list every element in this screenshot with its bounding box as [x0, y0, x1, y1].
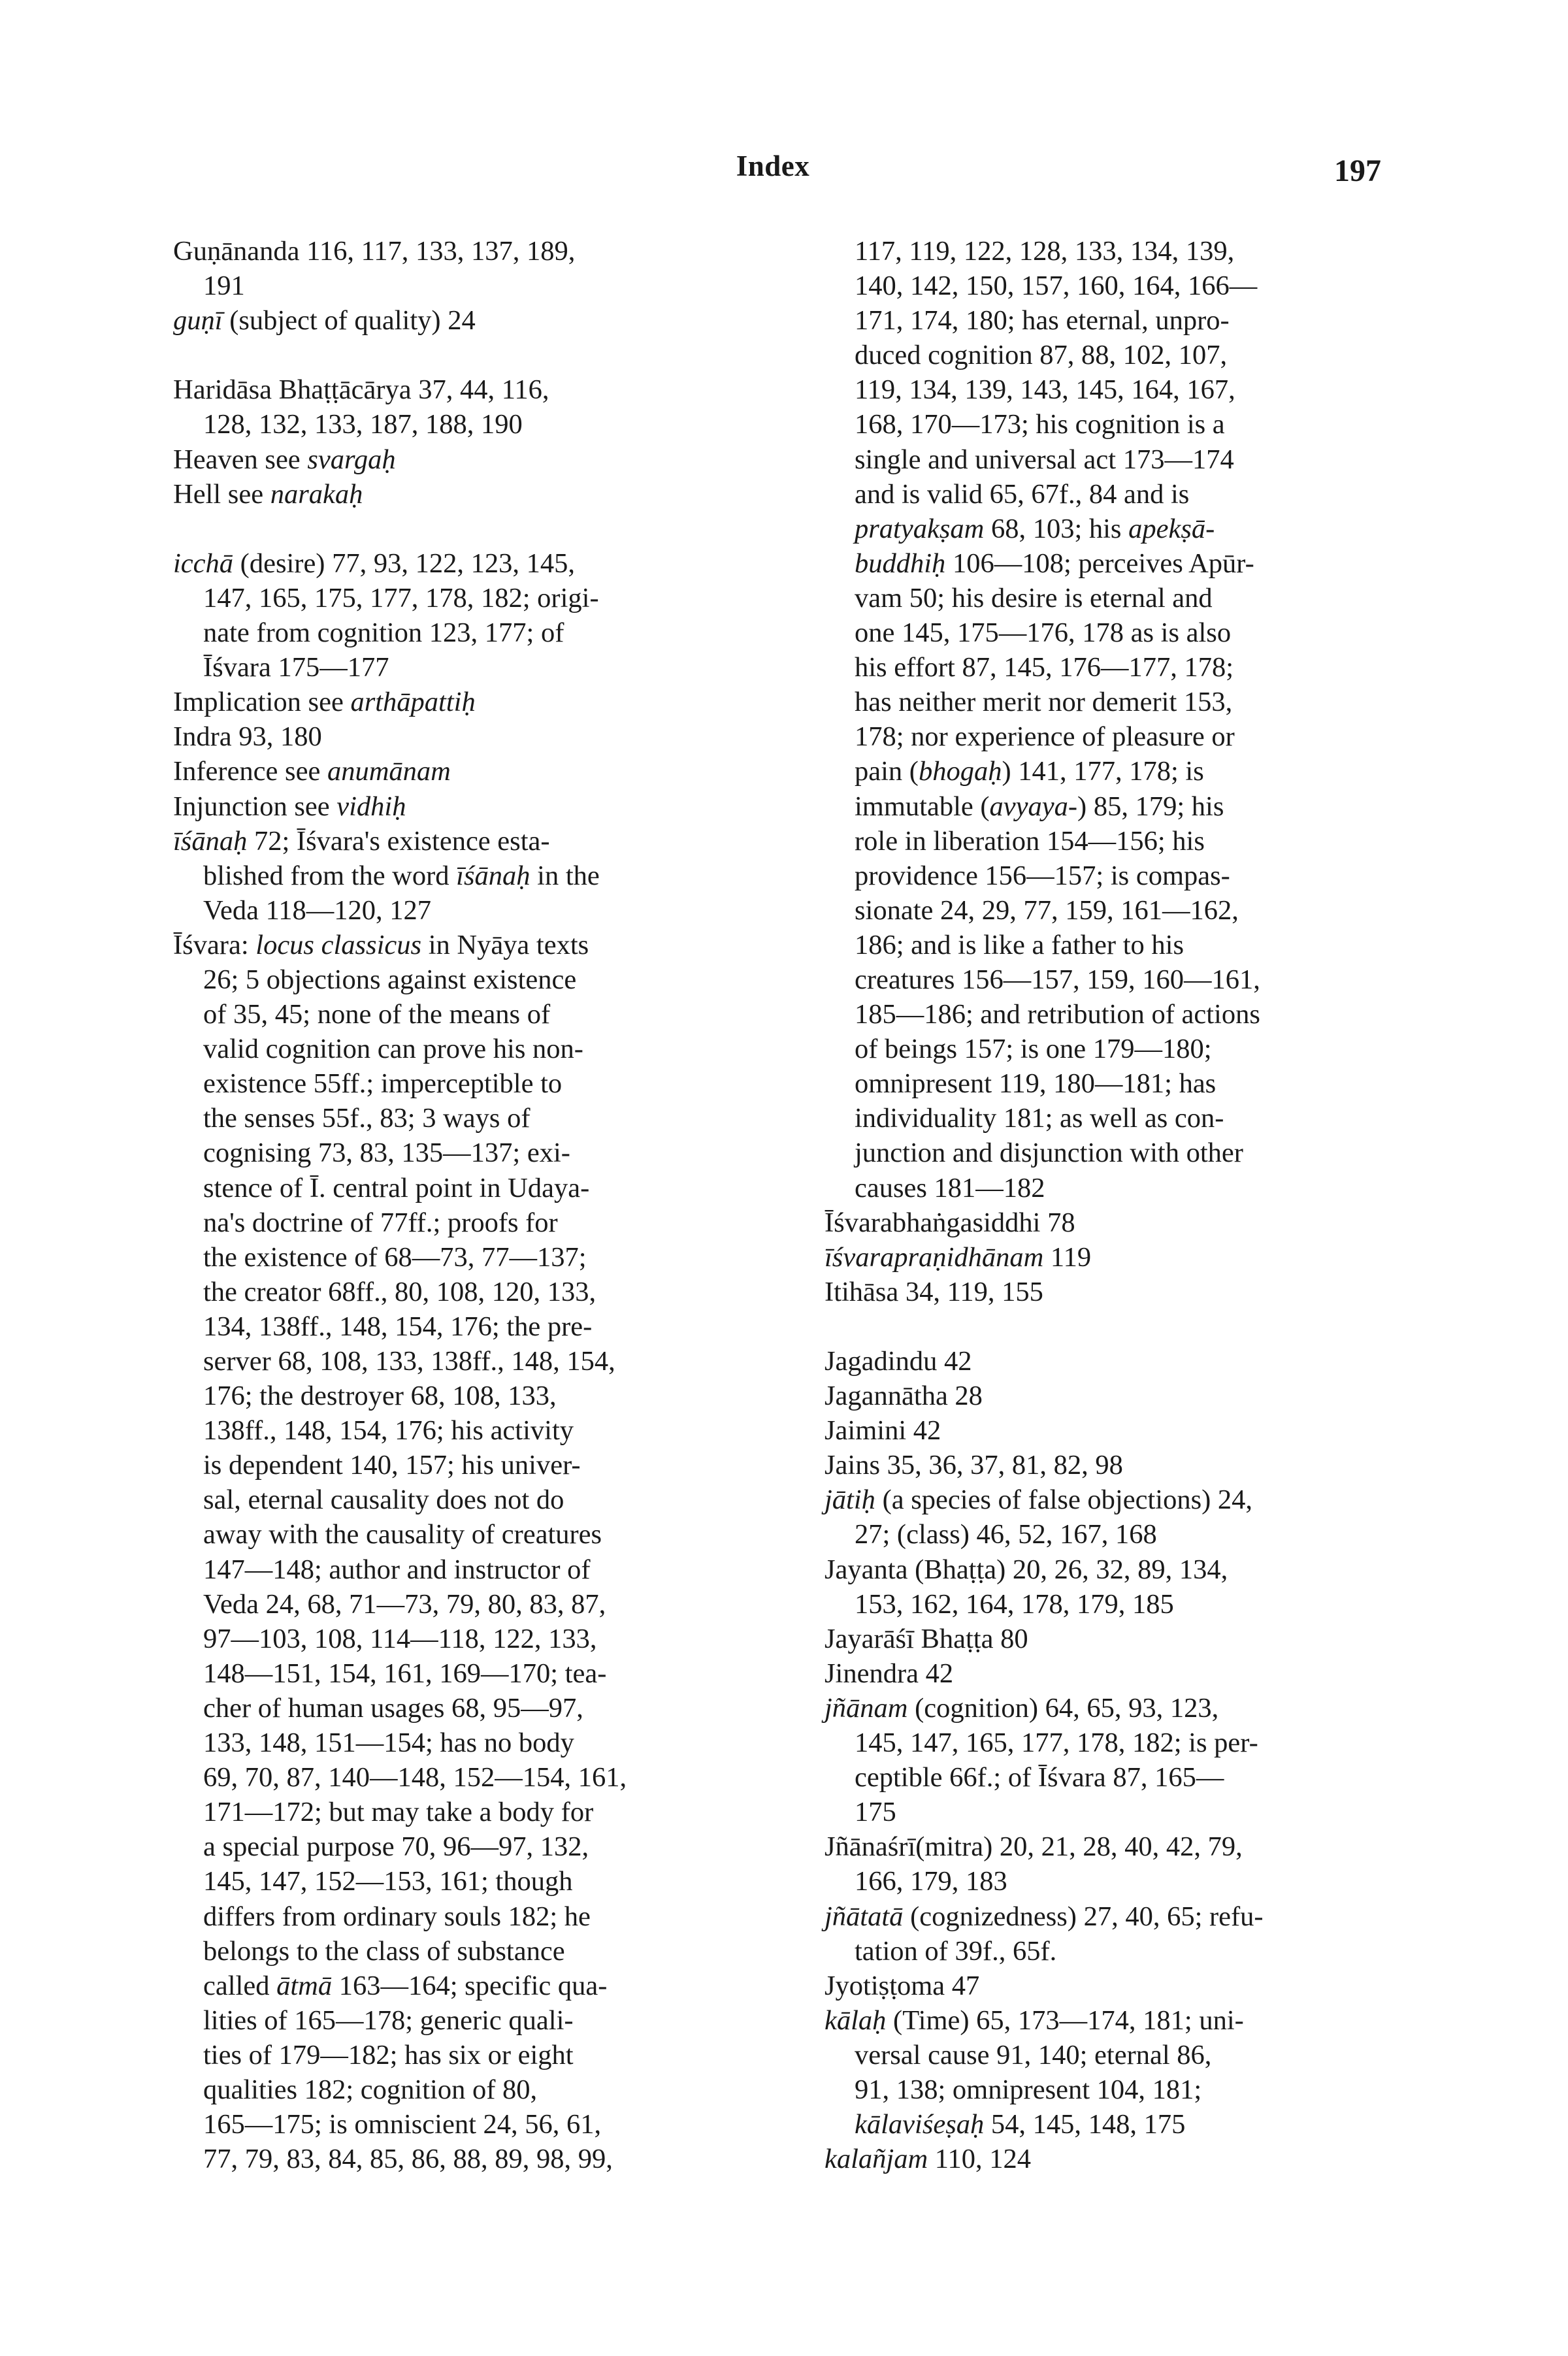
index-continuation-line: [173, 1899, 735, 1934]
entry-text: the existence of 68—73, 77—137;: [203, 1241, 587, 1273]
entry-text: Haridāsa Bhaṭṭācārya 37, 44, 116,: [173, 374, 549, 406]
index-entry-line: [825, 1622, 1386, 1656]
entry-text: of 35, 45; none of the means of: [203, 999, 551, 1030]
italic-term: bhogaḥ: [918, 756, 1002, 787]
index-continuation-line: [825, 581, 1386, 615]
entry-text: Īśvara 175—177: [203, 652, 389, 683]
index-continuation-line: [173, 581, 735, 615]
index-continuation-line: [173, 962, 735, 997]
index-continuation-line: [825, 338, 1386, 372]
italic-term: buddhiḥ: [855, 548, 946, 579]
italic-term: svargaḥ: [307, 444, 396, 475]
index-continuation-line: [825, 1934, 1386, 1969]
index-column-left: [173, 234, 735, 2176]
italic-term: guṇī: [173, 305, 223, 336]
entry-text: called: [203, 1970, 277, 2001]
entry-text: omnipresent 119, 180—181; has: [855, 1068, 1217, 1100]
index-continuation-line: [825, 2072, 1386, 2107]
entry-text: Itihāsa 34, 119, 155: [825, 1276, 1043, 1307]
entry-text: Veda 118—120, 127: [203, 894, 432, 926]
entry-text: 77, 79, 83, 84, 85, 86, 88, 89, 98, 99,: [203, 2144, 613, 2175]
entry-text: single and universal act 173—174: [855, 444, 1234, 475]
index-entry-line: [825, 1482, 1386, 1517]
page-header: [165, 149, 1381, 188]
entry-text: (cognizedness) 27, 40, 65; refu-: [903, 1901, 1264, 1932]
index-continuation-line: [173, 2038, 735, 2072]
entry-text: 134, 138ff., 148, 154, 176; the pre-: [203, 1311, 593, 1342]
entry-text: creatures 156—157, 159, 160—161,: [855, 964, 1260, 995]
index-continuation-line: [825, 928, 1386, 962]
index-entry-line: [173, 928, 735, 962]
entry-text: 119: [1043, 1241, 1092, 1273]
index-continuation-line: [173, 1829, 735, 1864]
entry-text: Jagadindu 42: [825, 1346, 972, 1377]
index-continuation-line: [173, 1275, 735, 1309]
index-continuation-line: [173, 1413, 735, 1448]
index-entry-line: [173, 303, 735, 338]
index-entry-line: [825, 1344, 1386, 1379]
index-continuation-line: [173, 1066, 735, 1101]
entry-text: Veda 24, 68, 71—73, 79, 80, 83, 87,: [203, 1588, 606, 1620]
index-continuation-line: [825, 1032, 1386, 1066]
entry-text: his effort 87, 145, 176—177, 178;: [855, 652, 1234, 683]
entry-text: qualities 182; cognition of 80,: [203, 2074, 538, 2105]
entry-text: existence 55ff.; imperceptible to: [203, 1068, 563, 1100]
entry-text: Jyotiṣṭoma 47: [825, 1970, 980, 2001]
index-continuation-line: [173, 2072, 735, 2107]
entry-text: 185—186; and retribution of actions: [855, 999, 1260, 1030]
index-continuation-line: [173, 1864, 735, 1899]
entry-text: ties of 179—182; has six or eight: [203, 2039, 574, 2070]
index-continuation-line: [173, 269, 735, 303]
entry-text: 147—148; author and instructor of: [203, 1554, 591, 1585]
entry-text: 117, 119, 122, 128, 133, 134, 139,: [855, 236, 1235, 267]
entry-text: 91, 138; omnipresent 104, 181;: [855, 2074, 1202, 2105]
entry-text: lities of 165—178; generic quali-: [203, 2004, 574, 2036]
italic-term: jñānam: [825, 1692, 908, 1724]
index-continuation-line: [825, 2107, 1386, 2142]
entry-text: 26; 5 objections against existence: [203, 964, 577, 995]
entry-text: has neither merit nor demerit 153,: [855, 687, 1233, 718]
page-number: 197: [1334, 154, 1381, 188]
index-continuation-line: [825, 1136, 1386, 1170]
italic-term: arthāpattiḥ: [350, 687, 476, 718]
index-continuation-line: [825, 789, 1386, 824]
index-entry-line: [173, 754, 735, 789]
entry-text: 163—164; specific qua-: [332, 1970, 608, 2001]
entry-text: one 145, 175—176, 178 as is also: [855, 617, 1232, 649]
entry-text: 191: [203, 270, 245, 302]
index-entry-line: [825, 2003, 1386, 2038]
entry-text: 147, 165, 175, 177, 178, 182; origi-: [203, 582, 599, 614]
italic-term: īśānaḥ: [173, 825, 248, 857]
index-continuation-line: [825, 1726, 1386, 1760]
index-continuation-line: [825, 269, 1386, 303]
entry-text: Hell see: [173, 478, 270, 510]
entry-text: 171—172; but may take a body for: [203, 1797, 594, 1828]
index-continuation-line: [825, 2038, 1386, 2072]
entry-text: sionate 24, 29, 77, 159, 161—162,: [855, 894, 1239, 926]
index-continuation-line: [173, 650, 735, 685]
index-continuation-line: [173, 1587, 735, 1622]
index-entry-line: [173, 685, 735, 719]
index-continuation-line: [825, 512, 1386, 546]
index-entry-line: [173, 234, 735, 269]
entry-text: in Nyāya texts: [421, 929, 589, 960]
entry-text: 72; Īśvara's existence esta-: [247, 825, 550, 857]
index-continuation-line: [173, 1552, 735, 1587]
entry-text: valid cognition can prove his non-: [203, 1034, 583, 1065]
index-entry-line: [173, 824, 735, 859]
entry-text: of beings 157; is one 179—180;: [855, 1034, 1212, 1065]
italic-term: īśvarapraṇidhānam: [825, 1241, 1044, 1273]
entry-text: providence 156—157; is compas-: [855, 860, 1230, 891]
index-entry-line: [173, 372, 735, 407]
entry-text: (subject of quality) 24: [222, 305, 476, 336]
entry-text: 54, 145, 148, 175: [984, 2109, 1186, 2140]
index-continuation-line: [173, 1309, 735, 1344]
italic-term: avyaya-: [989, 791, 1078, 822]
entry-text: 97—103, 108, 114—118, 122, 133,: [203, 1623, 597, 1654]
index-continuation-line: [173, 1969, 735, 2003]
entry-text: and is valid 65, 67f., 84 and is: [855, 478, 1190, 510]
index-continuation-line: [173, 1622, 735, 1656]
entry-text: 175: [855, 1797, 896, 1828]
entry-text: 166, 179, 183: [855, 1866, 1007, 1897]
entry-text: 148—151, 154, 161, 169—170; tea-: [203, 1658, 607, 1689]
entry-text: sal, eternal causality does not do: [203, 1484, 564, 1516]
entry-text: causes 181—182: [855, 1172, 1045, 1203]
entry-text: 186; and is like a father to his: [855, 929, 1184, 960]
entry-text: is dependent 140, 157; his univer-: [203, 1450, 581, 1481]
entry-text: role in liberation 154—156; his: [855, 825, 1205, 857]
index-continuation-line: [173, 997, 735, 1032]
italic-term: jñātatā: [825, 1901, 904, 1932]
index-continuation-line: [173, 1482, 735, 1517]
index-continuation-line: [173, 1517, 735, 1552]
index-continuation-line: [173, 1934, 735, 1969]
entry-text: cognising 73, 83, 135—137; exi-: [203, 1137, 570, 1169]
index-continuation-line: [173, 1795, 735, 1829]
italic-term: pratyakṣam: [855, 513, 985, 544]
entry-text: 153, 162, 164, 178, 179, 185: [855, 1588, 1174, 1620]
index-entry-line: [825, 1240, 1386, 1275]
entry-text: 68, 103; his: [984, 513, 1129, 544]
index-continuation-line: [825, 893, 1386, 928]
entry-text: Jaimini 42: [825, 1415, 941, 1447]
entry-text: blished from the word: [203, 860, 457, 891]
index-continuation-line: [825, 650, 1386, 685]
entry-text: junction and disjunction with other: [855, 1137, 1243, 1169]
italic-term: locus classicus: [255, 929, 422, 960]
italic-term: anumānam: [327, 756, 451, 787]
index-continuation-line: [173, 1032, 735, 1066]
entry-text: tation of 39f., 65f.: [855, 1935, 1057, 1967]
entry-text: 171, 174, 180; has eternal, unpro-: [855, 305, 1230, 336]
index-entry-line: [825, 1275, 1386, 1309]
index-continuation-line: [173, 1240, 735, 1275]
index-continuation-line: [173, 1101, 735, 1136]
index-entry-line: [825, 1379, 1386, 1413]
entry-text: 140, 142, 150, 157, 160, 164, 166—: [855, 270, 1258, 302]
index-continuation-line: [825, 442, 1386, 477]
index-continuation-line: [825, 962, 1386, 997]
index-entry-line: [825, 1448, 1386, 1482]
entry-text: Jinendra 42: [825, 1658, 954, 1689]
italic-term: vidhiḥ: [336, 791, 406, 822]
index-continuation-line: [825, 407, 1386, 442]
entry-text: vam 50; his desire is eternal and: [855, 582, 1213, 614]
index-continuation-line: [825, 754, 1386, 789]
entry-text: 110, 124: [928, 2144, 1031, 2175]
entry-text: Jayanta (Bhaṭṭa) 20, 26, 32, 89, 134,: [825, 1554, 1228, 1585]
entry-text: nate from cognition 123, 177; of: [203, 617, 564, 649]
entry-gap: [173, 512, 735, 546]
index-continuation-line: [173, 2003, 735, 2038]
index-continuation-line: [173, 859, 735, 893]
entry-text: 176; the destroyer 68, 108, 133,: [203, 1381, 557, 1412]
index-continuation-line: [173, 1691, 735, 1726]
index-continuation-line: [825, 477, 1386, 512]
entry-text: away with the causality of creatures: [203, 1519, 602, 1550]
entry-text: 119, 134, 139, 143, 145, 164, 167,: [855, 374, 1235, 406]
italic-term: kālaviśeṣaḥ: [855, 2109, 985, 2140]
entry-text: (desire) 77, 93, 122, 123, 145,: [233, 548, 575, 579]
index-continuation-line: [173, 893, 735, 928]
entry-text: belongs to the class of substance: [203, 1935, 565, 1967]
italic-term: apekṣā-: [1128, 513, 1215, 544]
entry-text: differs from ordinary souls 182; he: [203, 1901, 591, 1932]
index-continuation-line: [825, 1864, 1386, 1899]
entry-text: 128, 132, 133, 187, 188, 190: [203, 409, 523, 440]
index-continuation-line: [825, 1517, 1386, 1552]
index-continuation-line: [825, 859, 1386, 893]
index-continuation-line: [825, 615, 1386, 650]
entry-text: Jains 35, 36, 37, 81, 82, 98: [825, 1450, 1123, 1481]
italic-term: narakaḥ: [270, 478, 363, 510]
index-continuation-line: [173, 407, 735, 442]
entry-text: stence of Ī. central point in Udaya-: [203, 1172, 590, 1203]
italic-term: īśānaḥ: [456, 860, 531, 891]
index-continuation-line: [825, 234, 1386, 269]
index-continuation-line: [173, 1171, 735, 1205]
index-continuation-line: [173, 2107, 735, 2142]
italic-term: icchā: [173, 548, 234, 579]
entry-text: individuality 181; as well as con-: [855, 1103, 1224, 1134]
entry-text: na's doctrine of 77ff.; proofs for: [203, 1207, 558, 1238]
entry-text: server 68, 108, 133, 138ff., 148, 154,: [203, 1346, 615, 1377]
entry-text: (cognition) 64, 65, 93, 123,: [907, 1692, 1219, 1724]
entry-text: Injunction see: [173, 791, 337, 822]
entry-text: 145, 147, 165, 177, 178, 182; is per-: [855, 1727, 1258, 1759]
index-entry-line: [173, 789, 735, 824]
index-entry-line: [825, 2142, 1386, 2176]
index-continuation-line: [825, 824, 1386, 859]
entry-text: cher of human usages 68, 95—97,: [203, 1692, 583, 1724]
index-entry-line: [173, 442, 735, 477]
index-entry-line: [173, 719, 735, 754]
italic-term: kālaḥ: [825, 2004, 887, 2036]
entry-text: (Time) 65, 173—174, 181; uni-: [886, 2004, 1244, 2036]
italic-term: jātiḥ: [825, 1484, 875, 1516]
index-continuation-line: [173, 1726, 735, 1760]
entry-text: ) 141, 177, 178; is: [1002, 756, 1204, 787]
index-continuation-line: [173, 1656, 735, 1691]
index-continuation-line: [825, 1066, 1386, 1101]
index-entry-line: [825, 1969, 1386, 2003]
index-continuation-line: [825, 997, 1386, 1032]
entry-text: Jagannātha 28: [825, 1381, 983, 1412]
entry-text: duced cognition 87, 88, 102, 107,: [855, 340, 1228, 371]
entry-text: ceptible 66f.; of Īśvara 87, 165—: [855, 1762, 1224, 1793]
index-continuation-line: [173, 1344, 735, 1379]
index-continuation-line: [173, 2142, 735, 2176]
index-continuation-line: [825, 1760, 1386, 1795]
index-continuation-line: [825, 1171, 1386, 1205]
index-continuation-line: [825, 1101, 1386, 1136]
index-continuation-line: [825, 546, 1386, 581]
index-continuation-line: [173, 615, 735, 650]
index-continuation-line: [173, 1205, 735, 1240]
entry-text: Heaven see: [173, 444, 308, 475]
index-entry-line: [173, 546, 735, 581]
entry-text: 168, 170—173; his cognition is a: [855, 409, 1225, 440]
entry-text: (a species of false objections) 24,: [875, 1484, 1253, 1516]
index-entry-line: [825, 1899, 1386, 1934]
index-entry-line: [825, 1552, 1386, 1587]
entry-gap: [825, 1309, 1386, 1344]
index-continuation-line: [173, 1448, 735, 1482]
index-continuation-line: [825, 303, 1386, 338]
entry-text: the creator 68ff., 80, 108, 120, 133,: [203, 1276, 596, 1307]
entry-text: Jñānaśrī(mitra) 20, 21, 28, 40, 42, 79,: [825, 1831, 1243, 1863]
italic-term: kalañjam: [825, 2144, 928, 2175]
entry-text: a special purpose 70, 96—97, 132,: [203, 1831, 589, 1863]
italic-term: ātmā: [276, 1970, 333, 2001]
index-continuation-line: [173, 1379, 735, 1413]
index-continuation-line: [173, 1136, 735, 1170]
index-entry-line: [825, 1656, 1386, 1691]
index-continuation-line: [825, 719, 1386, 754]
entry-text: 165—175; is omniscient 24, 56, 61,: [203, 2109, 602, 2140]
index-continuation-line: [825, 685, 1386, 719]
entry-text: Īśvara:: [173, 929, 256, 960]
entry-text: Inference see: [173, 756, 327, 787]
entry-text: pain (: [855, 756, 919, 787]
entry-text: 133, 148, 151—154; has no body: [203, 1727, 574, 1759]
entry-text: 27; (class) 46, 52, 167, 168: [855, 1519, 1157, 1550]
entry-text: Īśvarabhaṅgasiddhi 78: [825, 1207, 1075, 1238]
index-column-right: [825, 234, 1386, 2176]
index-continuation-line: [825, 1795, 1386, 1829]
entry-text: ) 85, 179; his: [1077, 791, 1224, 822]
entry-text: Implication see: [173, 687, 351, 718]
entry-gap: [173, 338, 735, 372]
entry-text: versal cause 91, 140; eternal 86,: [855, 2039, 1212, 2070]
entry-text: 69, 70, 87, 140—148, 152—154, 161,: [203, 1762, 627, 1793]
running-head: Index: [736, 150, 810, 182]
index-entry-line: [825, 1413, 1386, 1448]
entry-text: 145, 147, 152—153, 161; though: [203, 1866, 573, 1897]
entry-text: 178; nor experience of pleasure or: [855, 721, 1235, 753]
entry-text: 138ff., 148, 154, 176; his activity: [203, 1415, 574, 1447]
index-continuation-line: [825, 372, 1386, 407]
index-entry-line: [825, 1691, 1386, 1726]
entry-text: Guṇānanda 116, 117, 133, 137, 189,: [173, 236, 576, 267]
index-entry-line: [825, 1205, 1386, 1240]
index-continuation-line: [825, 1587, 1386, 1622]
entry-text: Indra 93, 180: [173, 721, 322, 753]
entry-text: the senses 55f., 83; 3 ways of: [203, 1103, 531, 1134]
index-continuation-line: [173, 1760, 735, 1795]
entry-text: Jayarāśī Bhaṭṭa 80: [825, 1623, 1028, 1654]
entry-text: 106—108; perceives Apūr-: [945, 548, 1254, 579]
index-entry-line: [825, 1829, 1386, 1864]
entry-text: in the: [530, 860, 600, 891]
entry-text: immutable (: [855, 791, 990, 822]
index-entry-line: [173, 477, 735, 512]
